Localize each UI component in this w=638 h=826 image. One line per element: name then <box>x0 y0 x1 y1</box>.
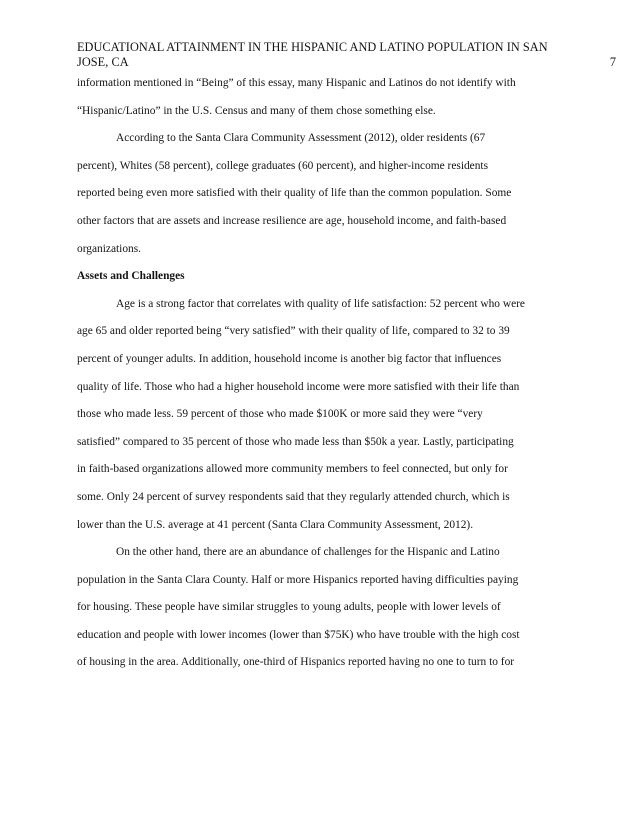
text-line: quality of life. Those who had a higher household income were more satisfied with their life than <box>77 380 520 393</box>
text-line: other factors that are assets and increase resilience are age, household income, and faith-based <box>77 214 507 227</box>
page-number: 7 <box>609 55 616 69</box>
text-line: lower than the U.S. average at 41 percent (Santa Clara Community Assessment, 2012). <box>77 518 474 531</box>
text-line: those who made less. 59 percent of those who made $100K or more said they were “very <box>77 408 483 421</box>
text-line: age 65 and older reported being “very satisfied” with their quality of life, compared to 32 to 39 <box>77 325 510 338</box>
text-line: reported being even more satisfied with their quality of life than the common population. Some <box>77 187 512 200</box>
text-line: organizations. <box>77 242 142 255</box>
paragraph-first-line: On the other hand, there are an abundance of challenges for the Hispanic and Latino <box>116 546 500 559</box>
running-head-line-1: EDUCATIONAL ATTAINMENT IN THE HISPANIC AND LATINO POPULATION IN SAN <box>77 40 548 54</box>
text-line: population in the Santa Clara County. Half or more Hispanics reported having difficulties paying <box>77 573 519 586</box>
paragraph-first-line: According to the Santa Clara Community Assessment (2012), older residents (67 <box>116 132 486 145</box>
text-line: percent of younger adults. In addition, household income is another big factor that influences <box>77 352 502 365</box>
text-line: information mentioned in “Being” of this essay, many Hispanic and Latinos do not identify with <box>77 77 516 89</box>
paragraph-first-line: Age is a strong factor that correlates with quality of life satisfaction: 52 percent who were <box>116 297 525 310</box>
text-line: “Hispanic/Latino” in the U.S. Census and many of them chose something else. <box>77 104 436 117</box>
running-head <box>77 40 572 69</box>
section-heading: Assets and Challenges <box>77 270 185 283</box>
text-line: for housing. These people have similar struggles to young adults, people with lower levels of <box>77 601 501 614</box>
running-head-line-2: JOSE, CA <box>77 54 129 69</box>
text-line: some. Only 24 percent of survey respondents said that they regularly attended church, which is <box>77 490 510 503</box>
text-line: in faith-based organizations allowed more community members to feel connected, but only for <box>77 463 508 476</box>
text-line: percent), Whites (58 percent), college graduates (60 percent), and higher-income residents <box>77 159 489 172</box>
text-line: education and people with lower incomes (lower than $75K) who have trouble with the high cost <box>77 628 520 641</box>
body-text <box>77 70 577 677</box>
text-line: of housing in the area. Additionally, one-third of Hispanics reported having no one to turn to for <box>77 656 515 669</box>
text-line: satisfied” compared to 35 percent of those who made less than $50k a year. Lastly, participating <box>77 435 514 448</box>
